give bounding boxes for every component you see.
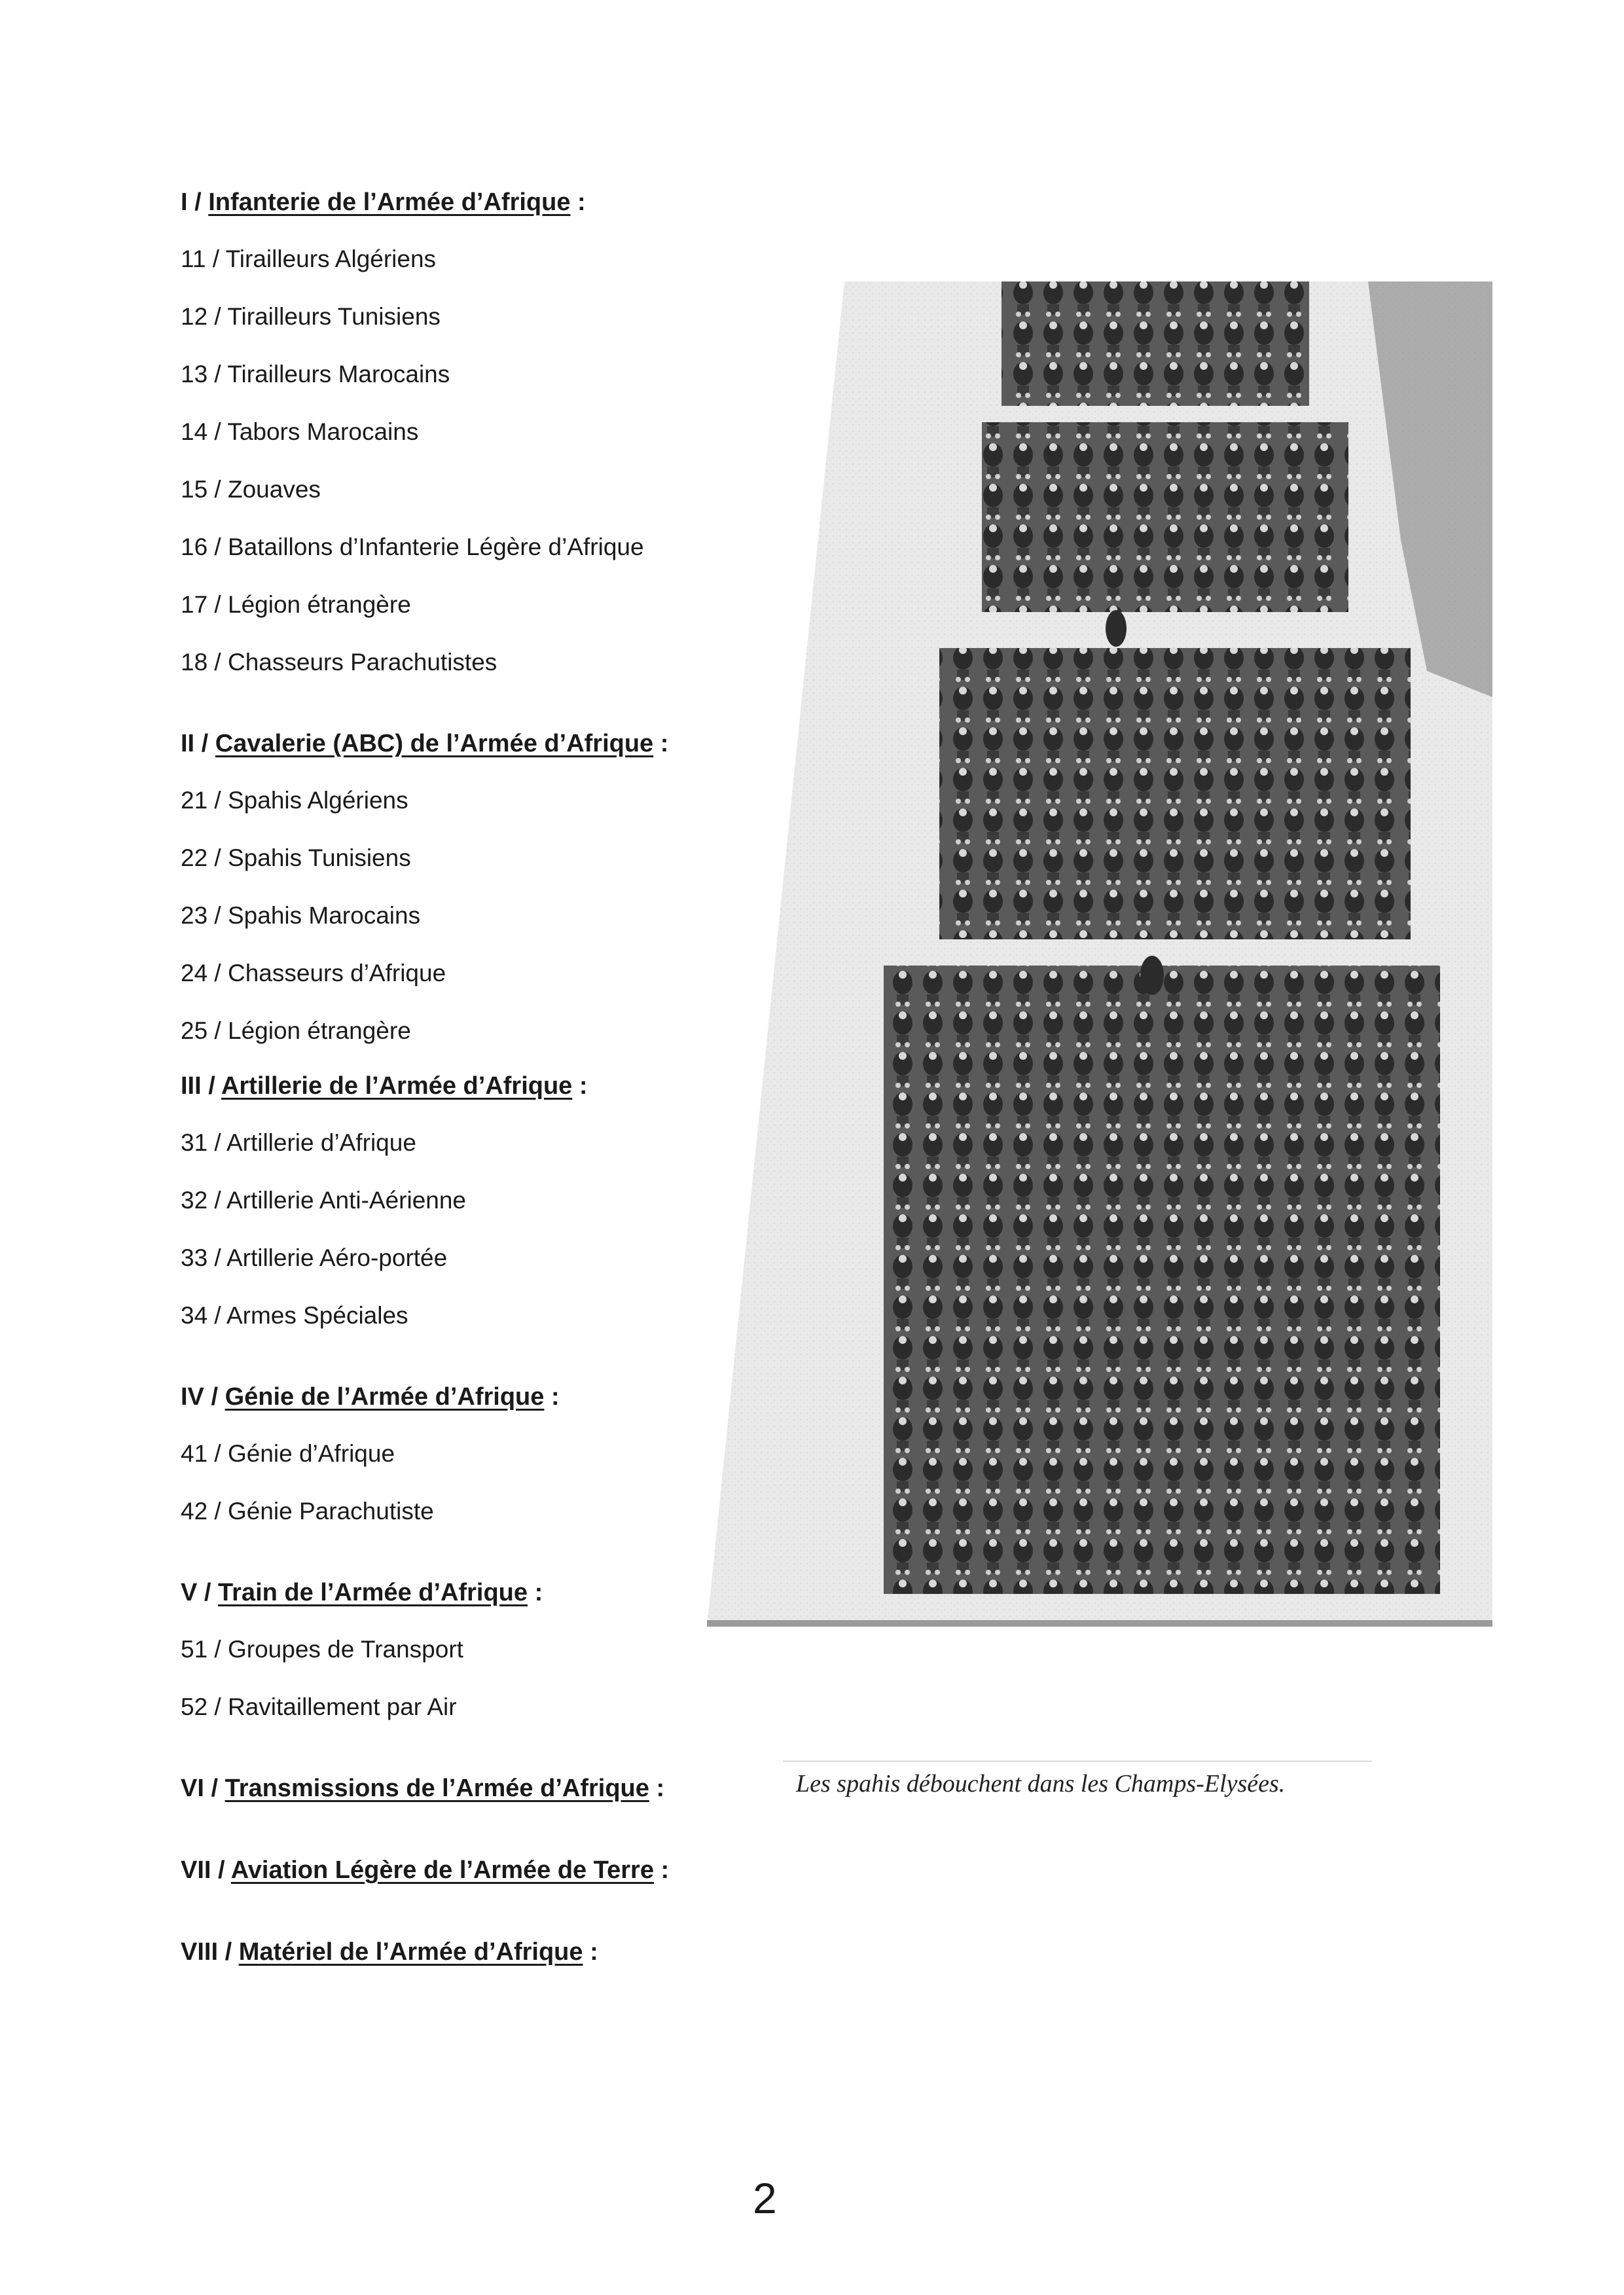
section-number: VI / bbox=[181, 1775, 219, 1802]
section-number: VII / bbox=[181, 1856, 225, 1884]
list-item: 25 / Légion étrangère bbox=[181, 1017, 411, 1044]
list-item: 13 / Tirailleurs Marocains bbox=[181, 361, 450, 388]
section-title: Matériel de l’Armée d’Afrique bbox=[238, 1938, 583, 1966]
page-number: 2 bbox=[753, 2174, 777, 2222]
section-heading-4: IV / Génie de l’Armée d’Afrique : bbox=[181, 1383, 560, 1411]
section-heading-8: VIII / Matériel de l’Armée d’Afrique : bbox=[181, 1938, 598, 1966]
section-title: Artillerie de l’Armée d’Afrique bbox=[221, 1072, 573, 1100]
section-number: I / bbox=[181, 189, 202, 216]
list-item: 24 / Chasseurs d’Afrique bbox=[181, 960, 446, 986]
list-item: 34 / Armes Spéciales bbox=[181, 1302, 408, 1329]
list-item: 32 / Artillerie Anti-Aérienne bbox=[181, 1187, 467, 1214]
list-item: 11 / Tirailleurs Algériens bbox=[181, 245, 437, 272]
list-item: 31 / Artillerie d’Afrique bbox=[181, 1129, 416, 1156]
section-number: VIII / bbox=[181, 1938, 232, 1966]
list-item: 41 / Génie d’Afrique bbox=[181, 1440, 395, 1467]
parade-photo bbox=[707, 278, 1492, 1627]
section-title: Aviation Légère de l’Armée de Terre bbox=[230, 1856, 654, 1884]
list-item: 21 / Spahis Algériens bbox=[181, 787, 408, 814]
section-number: V / bbox=[181, 1579, 211, 1606]
list-item: 12 / Tirailleurs Tunisiens bbox=[181, 303, 441, 330]
list-item: 23 / Spahis Marocains bbox=[181, 902, 421, 929]
section-heading-1: I / Infanterie de l’Armée d’Afrique : bbox=[181, 189, 586, 216]
section-title: Infanterie de l’Armée d’Afrique bbox=[208, 189, 571, 216]
list-item: 16 / Bataillons d’Infanterie Légère d’Afrique bbox=[181, 533, 644, 560]
caption-rule bbox=[783, 1761, 1372, 1762]
list-item: 17 / Légion étrangère bbox=[181, 591, 411, 618]
section-heading-3: III / Artillerie de l’Armée d’Afrique : bbox=[181, 1072, 588, 1100]
section-title: Génie de l’Armée d’Afrique bbox=[225, 1383, 545, 1411]
section-heading-7: VII / Aviation Légère de l’Armée de Terre : bbox=[181, 1856, 670, 1884]
cavalry-parade-image bbox=[707, 278, 1492, 1627]
section-title: Train de l’Armée d’Afrique bbox=[218, 1579, 528, 1606]
photo-caption: Les spahis débouchent dans les Champs-Elysées. bbox=[796, 1770, 1286, 1798]
section-heading-2: II / Cavalerie (ABC) de l’Armée d’Afrique : bbox=[181, 730, 669, 757]
section-title: Cavalerie (ABC) de l’Armée d’Afrique bbox=[215, 730, 654, 757]
list-item: 33 / Artillerie Aéro-portée bbox=[181, 1244, 448, 1271]
list-item: 52 / Ravitaillement par Air bbox=[181, 1693, 457, 1720]
list-item: 51 / Groupes de Transport bbox=[181, 1636, 463, 1663]
list-item: 42 / Génie Parachutiste bbox=[181, 1498, 434, 1525]
section-heading-6: VI / Transmissions de l’Armée d’Afrique : bbox=[181, 1775, 665, 1802]
section-number: III / bbox=[181, 1072, 215, 1100]
list-item: 18 / Chasseurs Parachutistes bbox=[181, 649, 497, 676]
list-item: 15 / Zouaves bbox=[181, 476, 321, 503]
list-item: 14 / Tabors Marocains bbox=[181, 418, 419, 445]
section-title: Transmissions de l’Armée d’Afrique bbox=[225, 1775, 649, 1802]
list-item: 22 / Spahis Tunisiens bbox=[181, 844, 411, 871]
section-number: IV / bbox=[181, 1383, 219, 1411]
section-number: II / bbox=[181, 730, 209, 757]
section-heading-5: V / Train de l’Armée d’Afrique : bbox=[181, 1579, 543, 1606]
